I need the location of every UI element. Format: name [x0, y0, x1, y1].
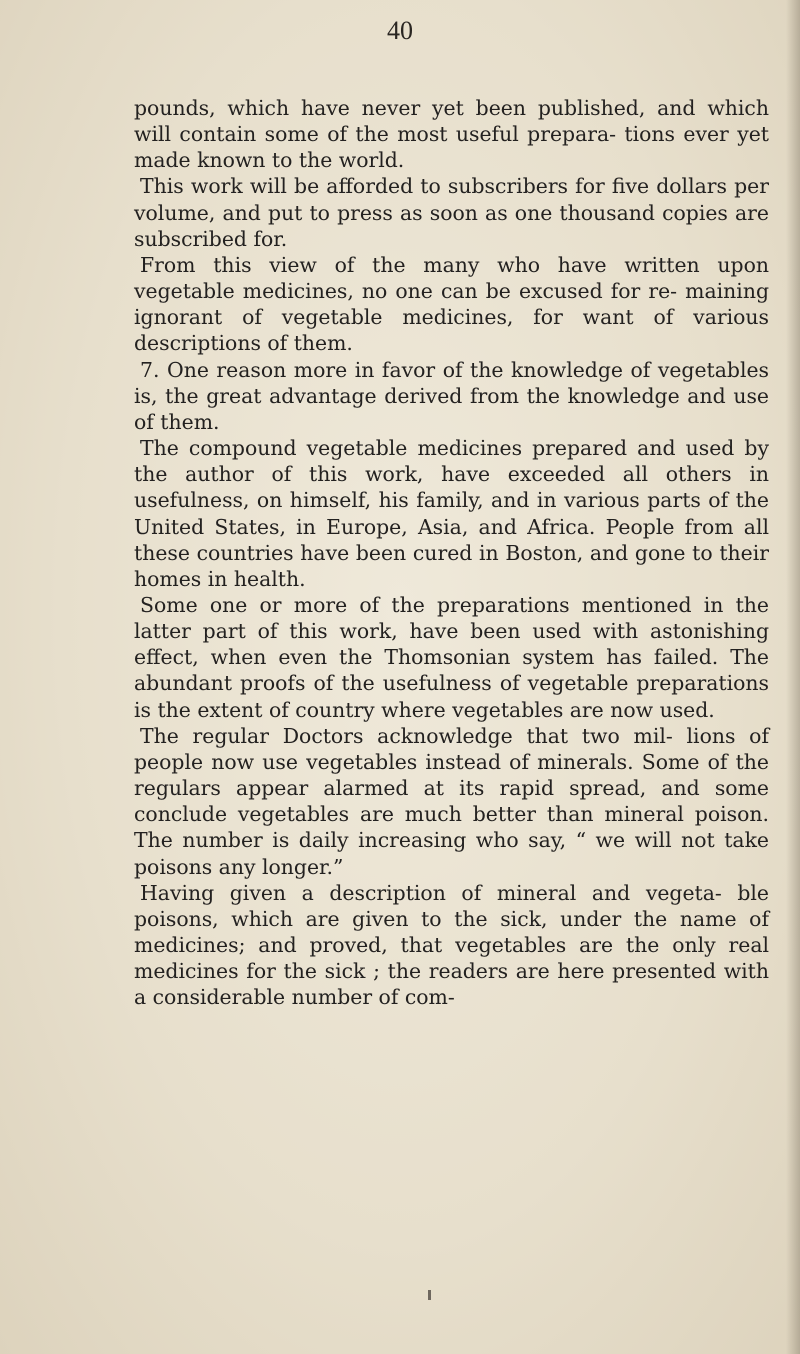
paragraph-poisons: Having given a description of mineral and vegeta- ble poisons, which are given to the sick, under the name of medicines; and proved, that vegetables are the only real medicines for the sick ; the readers are here presented with a considerable number of com- [134, 880, 769, 1010]
paragraph-preparations: Some one or more of the preparations mentioned in the latter part of this work, have been used with astonishing effect, when even the Thomsonian system has failed. The abundant proofs of the usefulness of vegetable preparations is the extent of country where vegetables are now used. [134, 592, 769, 722]
paragraph-view: From this view of the many who have written upon vegetable medicines, no one can be excused for re- maining ignorant of vegetable medicines, for want of various descriptions of them. [134, 252, 769, 356]
paragraph-subscription: This work will be afforded to subscribers for five dollars per volume, and put to press as soon as one thousand copies are subscribed for. [134, 174, 769, 251]
paragraph-regular-doctors: The regular Doctors acknowledge that two mil- lions of people now use vegetables instead of minerals. Some of the regulars appear alarmed at its rapid spread, and some conclude vegetables are much better than mineral poison. The number is daily increasing who say, “ we will not take poisons any longer.” [134, 723, 769, 879]
ink-mark [428, 1290, 431, 1300]
page-edge-shadow [786, 0, 800, 1354]
page-number: 40 [387, 16, 413, 45]
paragraph-compound-medicines: The compound vegetable medicines prepared and used by the author of this work, have exceeded all others in usefulness, on himself, his family, and in various parts of the United States, in Europe, Asia, and Africa. People from all these countries have been cured in Boston, and gone to their homes in health. [134, 436, 769, 591]
paragraph-continuation: pounds, which have never yet been published, and which will contain some of the most useful prepara- tions ever yet made known to the world. [134, 96, 769, 173]
paragraph-reason-seven: 7. One reason more in favor of the knowledge of vegetables is, the great advantage derived from the knowledge and use of them. [134, 357, 769, 434]
body-text [134, 95, 769, 1010]
